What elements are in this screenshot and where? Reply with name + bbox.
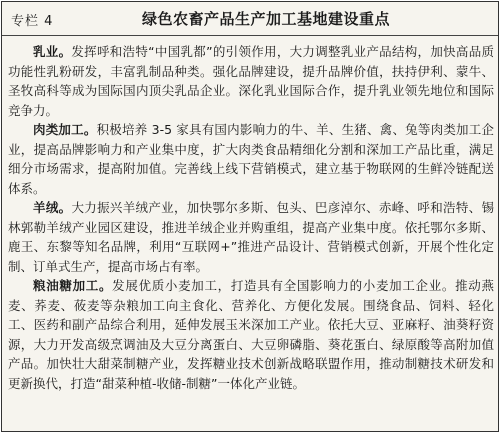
box-header: [2, 2, 498, 36]
section-text: 大力振兴羊绒产业，加快鄂尔多斯、包头、巴彦淖尔、赤峰、呼和浩特、锡林郭勒羊绒产业园区建设，推进羊绒企业并购重组，提高产业集中度。依托鄂尔多斯、鹿王、东黎等知名品牌，利用“互联网+”推进产品设计、营销模式创新，开展个性化定制、订单式生产，提高市场占有率。: [8, 200, 494, 274]
section-lead: 乳业。: [33, 44, 72, 59]
box-content: [8, 42, 494, 393]
section-lead: 粮油糖加工。: [33, 278, 113, 293]
column-tag: 专栏 4: [11, 14, 54, 29]
section-meat: [8, 120, 494, 198]
section-grain-oil-sugar: [8, 276, 494, 393]
section-lead: 羊绒。: [33, 200, 72, 215]
section-cashmere: [8, 198, 494, 276]
section-text: 发展优质小麦加工，打造具有全国影响力的小麦加工企业。推动燕麦、荞麦、莜麦等杂粮加工向主食化、营养化、方便化发展。围绕食品、饲料、轻化工、医药和副产品综合利用，延伸发展玉米深加工产业。依托大豆、亚麻籽、油葵籽资源，大力开发高级烹调油及大豆分离蛋白、大豆卵磷脂、葵花蛋白、绿原酸等高附加值产品。加快壮大甜菜制糖产业，发挥糖业技术创新战略联盟作用，推动制糖技术研发和更新换代，打造“甜菜种植-收储-制糖”一体化产业链。: [8, 278, 494, 391]
section-text: 积极培养 3-5 家具有国内影响力的牛、羊、生猪、禽、兔等肉类加工企业，提高品牌影响力和产业集中度，扩大肉类食品精细化分割和深加工产品比重，满足细分市场需求，提高附加值。完善线上线下营销模式，建立基于物联网的生鲜冷链配送体系。: [8, 122, 494, 196]
section-text: 发挥呼和浩特“中国乳都”的引领作用，大力调整乳业产品结构，加快高品质功能性乳粉研发，丰富乳制品种类。强化品牌建设，提升品牌价值，扶持伊利、蒙牛、圣牧高科等成为国际国内顶尖乳品企业。深化乳业国际合作，提升乳业领先地位和国际竞争力。: [8, 44, 494, 118]
box-title: 绿色农畜产品生产加工基地建设重点: [142, 10, 391, 28]
section-lead: 肉类加工。: [33, 122, 97, 137]
feature-box: [1, 1, 499, 432]
section-dairy: [8, 42, 494, 120]
